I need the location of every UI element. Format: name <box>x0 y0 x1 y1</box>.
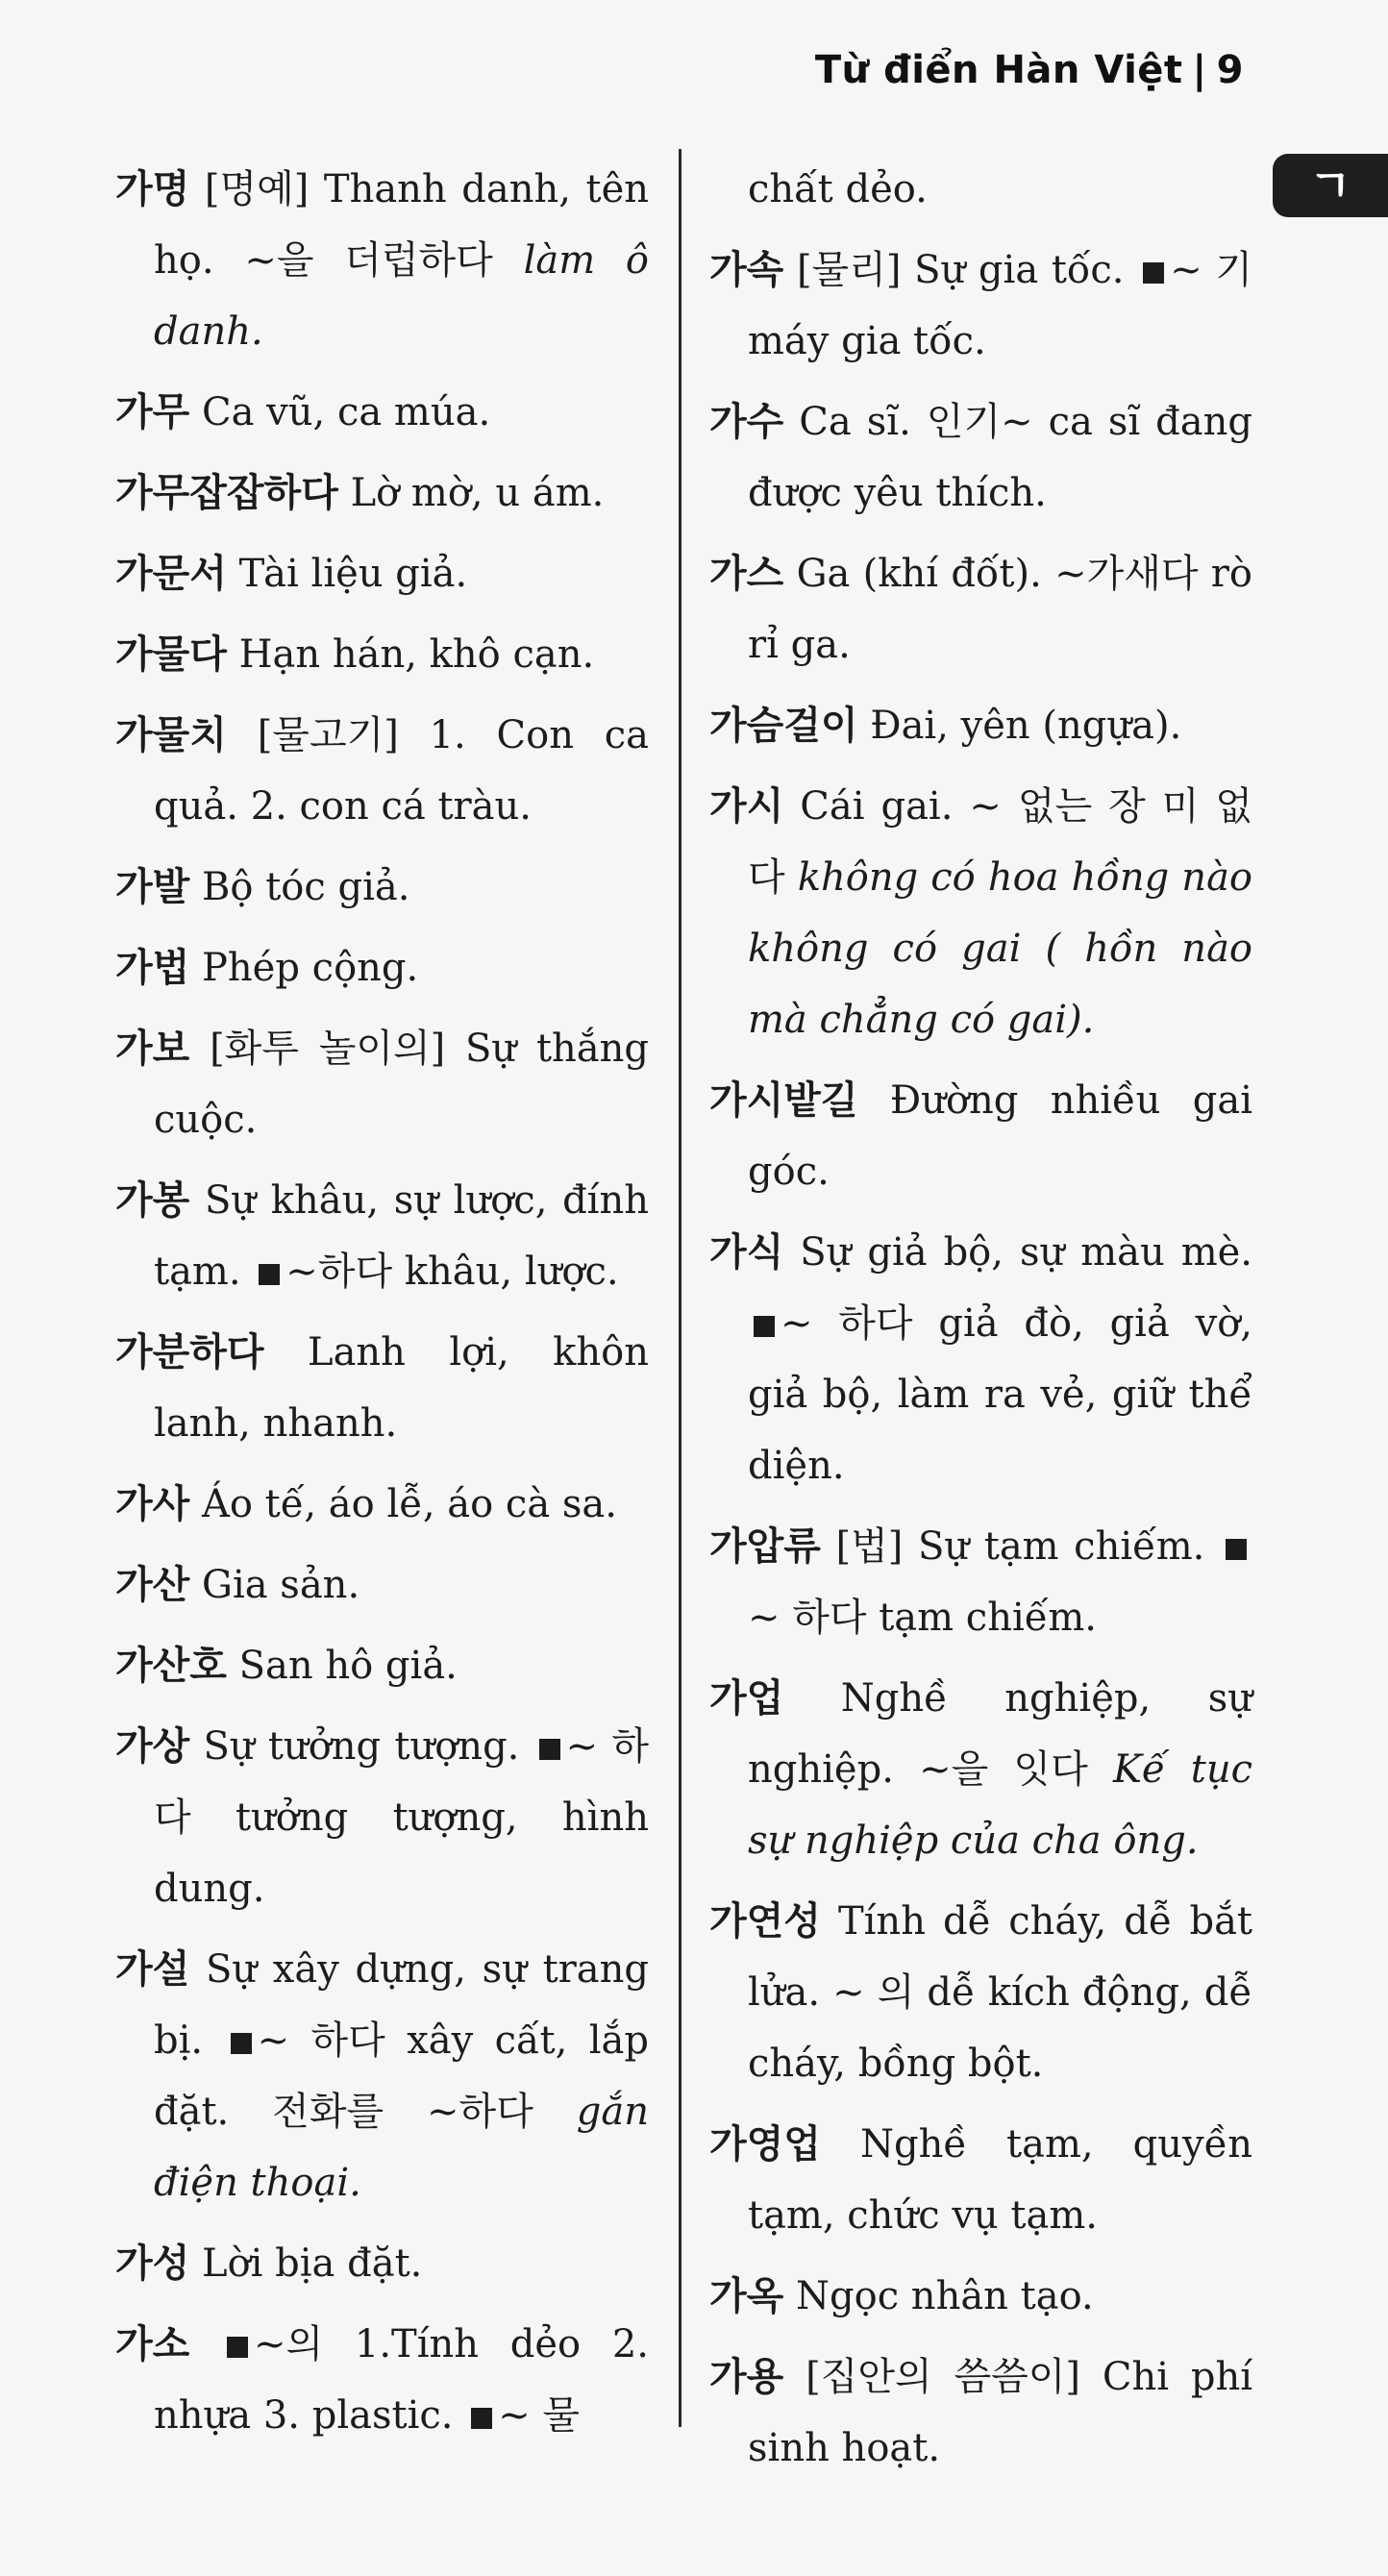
headword: 가보 <box>115 1027 190 1071</box>
headword: 가식 <box>709 1230 784 1275</box>
example-translation: gắn điện thoại. <box>154 2090 650 2205</box>
dictionary-entry <box>115 538 649 609</box>
headword: 가슴걸이 <box>709 704 858 748</box>
headword: 가발 <box>115 865 190 909</box>
headword: 가스 <box>709 552 784 596</box>
definition: Nghề nghiệp, sự nghiệp. ~을 잇다 <box>748 1676 1252 1792</box>
example-translation: làm ô danh. <box>154 238 649 354</box>
dictionary-title: Từ điển Hàn Việt <box>814 48 1183 92</box>
headword: 가영업 <box>709 2122 821 2167</box>
dictionary-entry <box>709 2109 1252 2251</box>
square-bullet-icon <box>754 1316 775 1337</box>
headword: 가업 <box>709 1676 784 1721</box>
dictionary-entry <box>115 1165 649 1307</box>
dictionary-entry <box>115 700 649 842</box>
square-bullet-icon <box>1226 1539 1247 1560</box>
headword: 가산 <box>115 1563 190 1607</box>
definition: Hạn hán, khô cạn. <box>238 632 595 677</box>
square-bullet-icon <box>539 1739 560 1760</box>
dictionary-entry <box>115 1013 649 1155</box>
dictionary-entry <box>709 386 1252 529</box>
definition: Ngọc nhân tạo. <box>796 2274 1094 2318</box>
headword: 가연성 <box>709 1899 821 1944</box>
headword: 가법 <box>115 946 190 990</box>
definition: Lờ mờ, u ám. <box>350 471 605 515</box>
dictionary-entry <box>709 1217 1252 1501</box>
left-column <box>115 154 649 2461</box>
dictionary-entry <box>709 1065 1252 1207</box>
dictionary-entry <box>709 690 1252 761</box>
definition: Tính dễ cháy, dễ bắt lửa. ~ 의 dễ kích động, dễ cháy, bồng bột. <box>748 1899 1253 2086</box>
definition: Sự tưởng tượng. <box>203 1724 520 1769</box>
dictionary-entry <box>115 2228 649 2299</box>
definition: [명예] Thanh danh, tên họ. ~을 더럽하다 <box>154 167 649 283</box>
dictionary-entry <box>709 154 1252 225</box>
square-bullet-icon <box>231 2033 252 2054</box>
definition: chất dẻo. <box>748 167 928 211</box>
headword: 가수 <box>709 400 784 444</box>
dictionary-entry <box>709 235 1252 377</box>
headword: 가물치 <box>115 713 227 757</box>
square-bullet-icon <box>471 2408 492 2429</box>
column-divider <box>679 149 682 2427</box>
definition: [집안의 씀씀이] Chi phí sinh hoạt. <box>748 2355 1253 2470</box>
headword: 가무 <box>115 390 190 434</box>
square-bullet-icon <box>259 1264 280 1285</box>
definition: Lời bịa đặt. <box>202 2242 423 2286</box>
right-column <box>709 154 1252 2493</box>
headword: 가명 <box>115 167 190 211</box>
dictionary-entry <box>709 2261 1252 2332</box>
definition: Đai, yên (ngựa). <box>870 704 1182 748</box>
definition-derived: ~ 하다 giả đò, giả vờ, giả bộ, làm ra vẻ, giữ thể diện. <box>748 1301 1252 1488</box>
definition: [물리] Sự gia tốc. <box>796 248 1125 292</box>
headword: 가상 <box>115 1724 190 1769</box>
dictionary-entry <box>709 1511 1252 1653</box>
dictionary-entry <box>115 1317 649 1459</box>
definition: Phép cộng. <box>202 946 419 990</box>
dictionary-entry <box>115 154 649 367</box>
dictionary-entry <box>115 2309 649 2451</box>
definition: San hô giả. <box>238 1644 458 1688</box>
headword: 가시밭길 <box>709 1078 858 1123</box>
square-bullet-icon <box>1143 262 1164 284</box>
dictionary-entry <box>115 619 649 690</box>
headword: 가소 <box>115 2322 190 2366</box>
dictionary-entry <box>709 771 1252 1055</box>
headword: 가산호 <box>115 1644 227 1688</box>
definition: [법] Sự tạm chiếm. <box>835 1524 1205 1569</box>
dictionary-entry <box>115 1934 649 2218</box>
headword: 가옥 <box>709 2274 784 2318</box>
definition: Tài liệu giả. <box>238 552 468 596</box>
definition: Ca vũ, ca múa. <box>202 390 491 434</box>
definition: Sự giả bộ, sự màu mè. <box>800 1230 1253 1275</box>
headword: 가용 <box>709 2355 784 2399</box>
definition: Bộ tóc giả. <box>202 865 410 909</box>
definition: Sự khâu, sự lược, đính tạm. <box>154 1178 649 1294</box>
dictionary-entry <box>709 1663 1252 1876</box>
dictionary-entry <box>115 1549 649 1621</box>
header-separator: | <box>1192 48 1207 92</box>
definition: Gia sản. <box>202 1563 360 1607</box>
definition: Cái gai. ~ 없는 장 미 없다 <box>748 784 1253 900</box>
headword: 가문서 <box>115 552 227 596</box>
definition: Ca sĩ. 인기~ ca sĩ đang được yêu thích. <box>748 400 1253 515</box>
dictionary-entry <box>115 1711 649 1924</box>
headword: 가속 <box>709 248 784 292</box>
dictionary-entry <box>115 458 649 529</box>
definition-derived: ~ 기 máy gia tốc. <box>748 248 1253 363</box>
definition-derived: ~하다 khâu, lược. <box>285 1250 619 1294</box>
example-translation: Kế tục sự nghiệp của cha ông. <box>748 1747 1253 1863</box>
dictionary-entry <box>115 377 649 448</box>
dictionary-entry <box>709 538 1252 681</box>
headword: 가성 <box>115 2242 190 2286</box>
definition-derived: ~ 하다 tưởng tượng, hình dung. <box>154 1724 649 1911</box>
headword: 가무잡잡하다 <box>115 471 338 515</box>
headword: 가압류 <box>709 1524 821 1569</box>
headword: 가봉 <box>115 1178 190 1223</box>
example-translation: không có hoa hồng nào không có gai ( hồn nào mà chẳng có gai). <box>748 855 1252 1042</box>
dictionary-entry <box>115 852 649 923</box>
definition: Đường nhiều gai góc. <box>748 1078 1253 1194</box>
dictionary-entry <box>709 2341 1252 2484</box>
dictionary-entry <box>115 932 649 1003</box>
dictionary-entry <box>115 1469 649 1540</box>
definition-derived: ~ 하다 tạm chiếm. <box>748 1596 1098 1640</box>
headword: 가설 <box>115 1947 190 1992</box>
definition: Nghề tạm, quyền tạm, chức vụ tạm. <box>748 2122 1253 2238</box>
definition: Áo tế, áo lễ, áo cà sa. <box>202 1482 617 1526</box>
section-tab: ㄱ <box>1273 154 1388 217</box>
headword: 가사 <box>115 1482 190 1526</box>
definition-derived: ~ 하다 xây cất, lắp đặt. 전화를 ~하다 <box>154 2019 650 2134</box>
definition: [화투 놀이의] Sự thắng cuộc. <box>154 1027 649 1142</box>
page-header <box>815 48 1244 92</box>
definition-derived: ~ 물 <box>498 2393 581 2438</box>
headword: 가물다 <box>115 632 227 677</box>
definition: Ga (khí đốt). ~가새다 rò rỉ ga. <box>748 552 1252 667</box>
square-bullet-icon <box>227 2337 248 2358</box>
page-number: 9 <box>1216 48 1244 92</box>
dictionary-entry <box>709 1886 1252 2099</box>
definition-derived: ~의 1.Tính dẻo 2. nhựa 3. plastic. <box>154 2322 649 2438</box>
dictionary-entry <box>115 1630 649 1701</box>
definition: Lanh lợi, khôn lanh, nhanh. <box>154 1330 650 1446</box>
headword: 가시 <box>709 784 784 829</box>
definition: Sự xây dựng, sự trang bị. <box>154 1947 649 2063</box>
definition: [물고기] 1. Con ca quả. 2. con cá tràu. <box>154 713 650 829</box>
headword: 가분하다 <box>115 1330 264 1375</box>
